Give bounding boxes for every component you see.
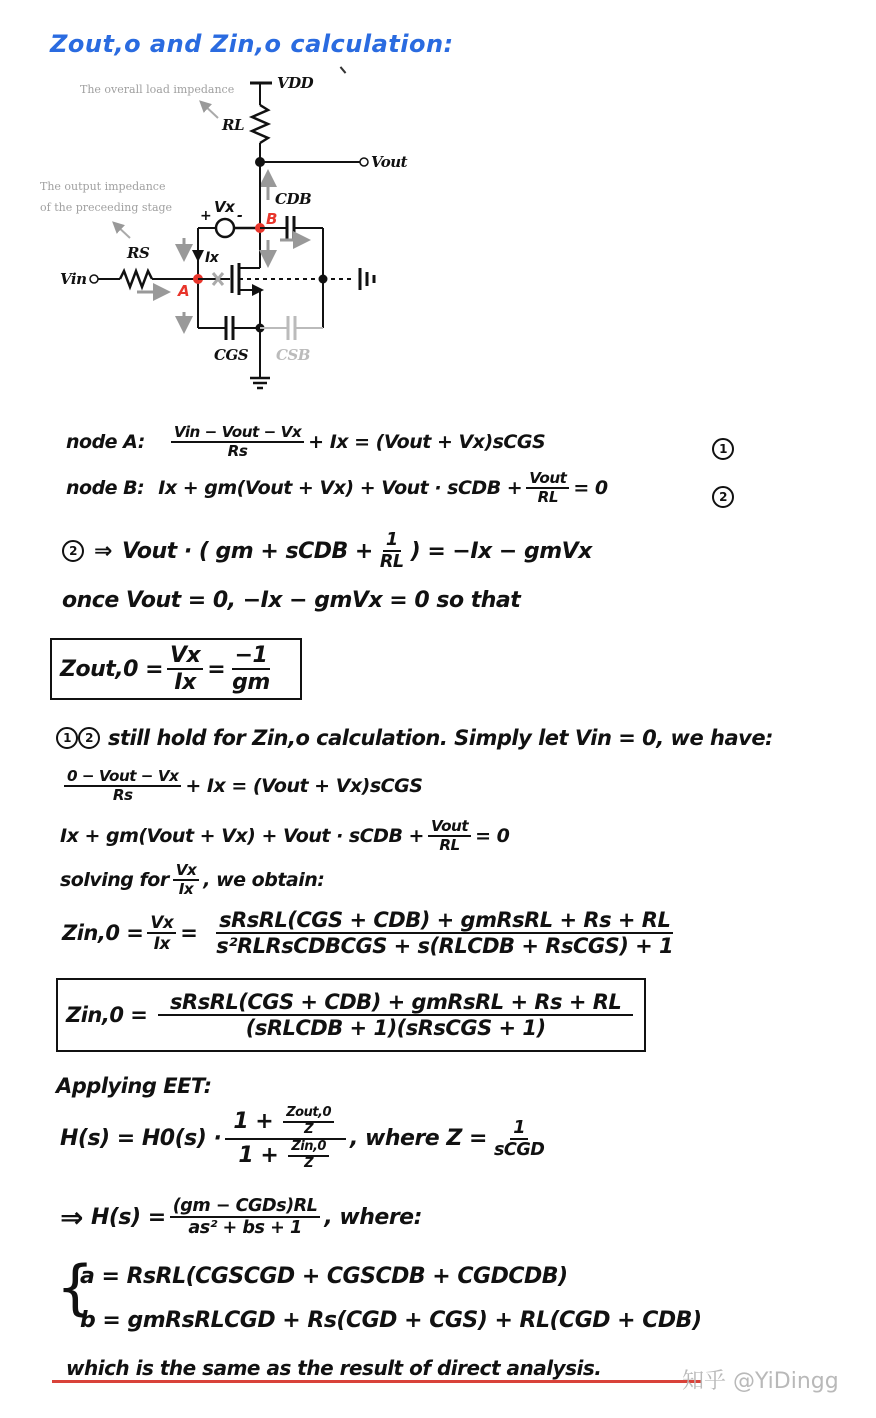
transfer-function-result: ⇒ H(s) = $\frac{\text{(gm − CGDs)RL}}{\text{as² + bs + 1}}$ , where: xyxy=(60,1196,422,1239)
conclusion-underline xyxy=(52,1380,702,1383)
node-a-label-text: node A: xyxy=(66,431,145,454)
zin-equation-1: $\frac{\text{0 − Vout − Vx}}{Rs}$ + Ix = (Vout + Vx)sCGS xyxy=(60,768,422,805)
vdd-label: VDD xyxy=(277,74,314,92)
zin-intro: 1 2 still hold for Zin,o calculation. Simply let Vin = 0, we have: xyxy=(56,726,773,750)
solving-line: solving for $\frac{Vx}{Ix}$ , we obtain: xyxy=(60,861,325,899)
node-b-label: B xyxy=(266,210,277,228)
vx-plus: + xyxy=(200,208,212,224)
cgs-label: CGS xyxy=(214,346,249,364)
page-title: Zout,o and Zin,o calculation: xyxy=(50,30,454,58)
node-b-equation: node B: Ix + gm(Vout + Vx) + Vout · sCDB + $\frac{\text{Vout}}{RL}$ = 0 xyxy=(66,469,608,507)
load-impedance-note: The overall load impedance xyxy=(80,83,235,96)
derivation-line-1: 2 ⇒ Vout · ( gm + sCDB + $\frac{1}{RL}$ ) = −Ix − gmVx xyxy=(62,530,592,572)
zout-result-box: Zout,0 = $\frac{Vx}{Ix}$ = $\frac{-1}{gm}$ xyxy=(50,638,302,700)
derivation-line-2: once Vout = 0, −Ix − gmVx = 0 so that xyxy=(62,588,521,613)
cdb-label: CDB xyxy=(275,190,312,208)
ix-label: Ix xyxy=(205,250,219,266)
output-impedance-note-line2: of the preceeding stage xyxy=(40,201,173,214)
watermark: 知乎 @YiDingg xyxy=(682,1369,839,1394)
coefficient-brace: { xyxy=(56,1253,94,1323)
equation-tag-1: 1 xyxy=(712,438,734,460)
vin-label: Vin xyxy=(60,270,87,288)
conclusion: which is the same as the result of direct analysis. xyxy=(66,1356,602,1380)
node-a-label: A xyxy=(178,282,190,300)
eet-heading: Applying EET: xyxy=(56,1074,212,1098)
zin-full-expression: Zin,0 = $\frac{Vx}{Ix}$ = $\frac{\text{sRsRL(CGS + CDB) + gmRsRL + Rs + RL}}{\text{s²RLRsCDBCGS + s(RLCDB + RsCGS) + 1}}$ xyxy=(62,908,674,959)
coefficient-a: a = RsRL(CGSCGD + CGSCDB + CGDCDB) xyxy=(80,1264,568,1289)
csb-label: CSB xyxy=(276,346,310,364)
zin-equation-2: Ix + gm(Vout + Vx) + Vout · sCDB + $\frac{\text{Vout}}{RL}$ = 0 xyxy=(60,817,510,855)
output-impedance-note-line1: The output impedance xyxy=(40,180,166,193)
coefficient-b: b = gmRsRLCGD + Rs(CGD + CGS) + RL(CGD + CDB) xyxy=(80,1308,702,1333)
vx-label: Vx xyxy=(214,198,235,216)
rs-label: RS xyxy=(127,244,150,262)
equation-tag-2: 2 xyxy=(712,486,734,508)
zin-result-box: Zin,0 = $\frac{\text{sRsRL(CGS + CDB) + gmRsRL + Rs + RL}}{\text{(sRLCDB + 1)(sRsCGS + 1)}}$ xyxy=(56,978,646,1052)
vout-label: Vout xyxy=(371,153,408,171)
rl-label: RL xyxy=(222,116,245,134)
node-a-fraction: $\frac{\text{Vin − Vout − Vx}}{Rs}$ xyxy=(171,424,304,461)
eet-equation: H(s) = H0(s) · 1 + $\frac{\text{Zout,0}}{Z}$ 1 + $\frac{\text{Zin,0}}{Z}$ , where Z = $\frac{1}{\text{sCGD}}$ xyxy=(60,1105,545,1171)
vx-minus: - xyxy=(237,208,243,224)
node-a-equation: node A: $\frac{\text{Vin − Vout − Vx}}{Rs}$ + Ix = (Vout + Vx)sCGS xyxy=(66,423,546,461)
